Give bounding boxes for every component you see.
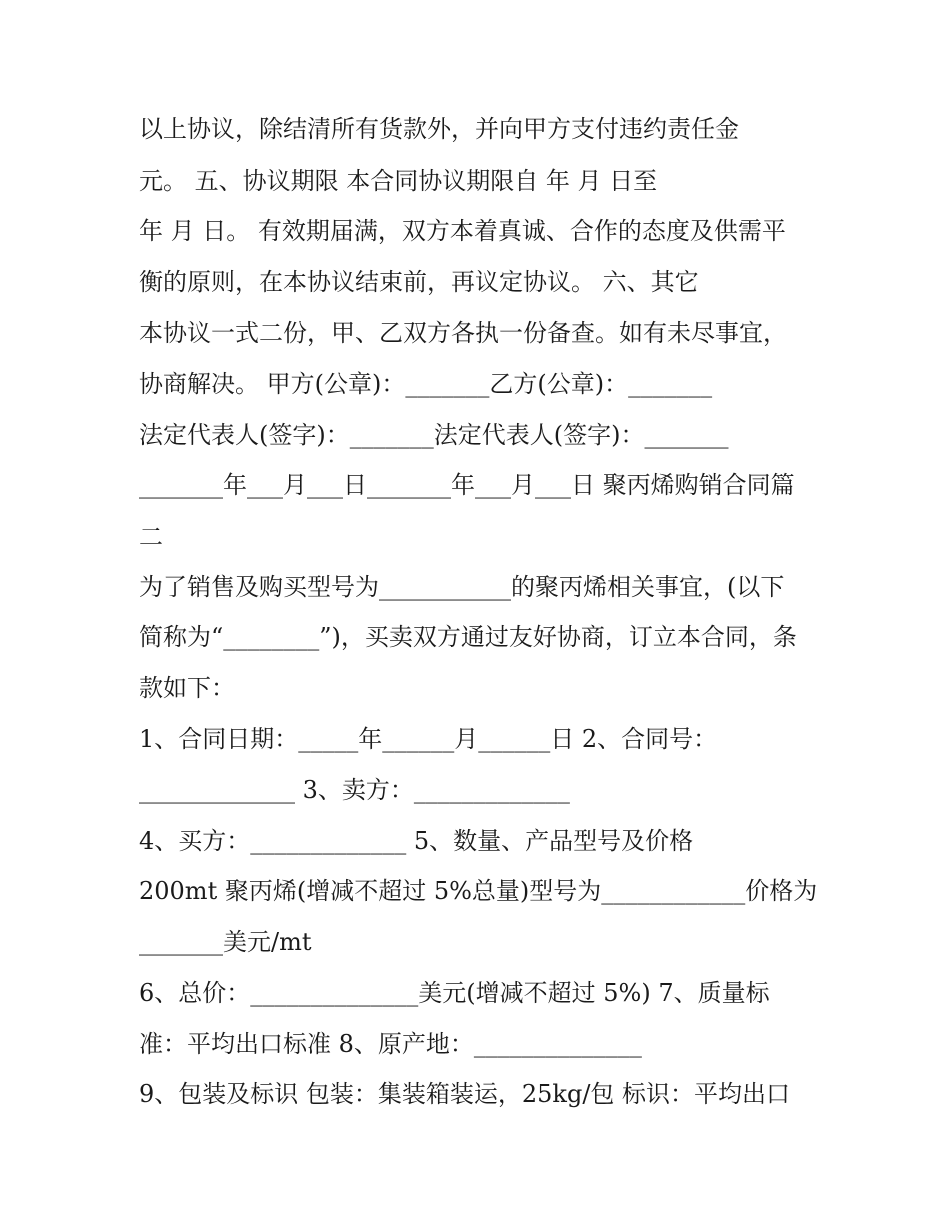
text-line-3: 年 月 日。 有效期届满，双方本着真诚、合作的态度及供需平 — [139, 217, 786, 245]
text-line-10: 为了销售及购买型号为___________的聚丙烯相关事宜，(以下 — [139, 573, 785, 601]
text-line-14: _____________ 3、卖方：_____________ — [139, 776, 570, 804]
text-line-7: 法定代表人(签字)：_______法定代表人(签字)：_______ — [139, 421, 729, 449]
text-line-11: 简称为“________”)，买卖双方通过友好协商，订立本合同，条 — [139, 623, 797, 651]
text-line-19: 准：平均出口标准 8、原产地：______________ — [139, 1030, 642, 1058]
text-line-9: 二 — [139, 523, 163, 551]
text-line-4: 衡的原则，在本协议结束前，再议定协议。 六、其它 — [139, 268, 699, 296]
text-line-15: 4、买方：_____________ 5、数量、产品型号及价格 — [139, 827, 694, 855]
text-line-5: 本协议一式二份，甲、乙双方各执一份备查。如有未尽事宜， — [139, 319, 787, 347]
text-line-18: 6、总价：______________美元(增减不超过 5%) 7、质量标 — [139, 979, 770, 1007]
text-line-12: 款如下： — [139, 674, 235, 702]
text-line-20: 9、包装及标识 包装：集装箱装运，25kg/包 标识：平均出口 — [139, 1080, 791, 1108]
text-line-17: _______美元/mt — [139, 928, 312, 956]
text-line-6: 协商解决。 甲方(公章)：_______乙方(公章)：_______ — [139, 370, 713, 398]
text-line-8: _______年___月___日_______年___月___日 聚丙烯购销合同篇 — [139, 471, 795, 499]
text-line-1: 以上协议，除结清所有货款外，并向甲方支付违约责任金 — [139, 115, 739, 143]
text-line-13: 1、合同日期：_____年______月______日 2、合同号： — [139, 725, 718, 753]
text-line-2: 元。 五、协议期限 本合同协议期限自 年 月 日至 — [139, 167, 658, 195]
text-line-16: 200mt 聚丙烯(增减不超过 5%总量)型号为____________价格为 — [139, 877, 818, 905]
